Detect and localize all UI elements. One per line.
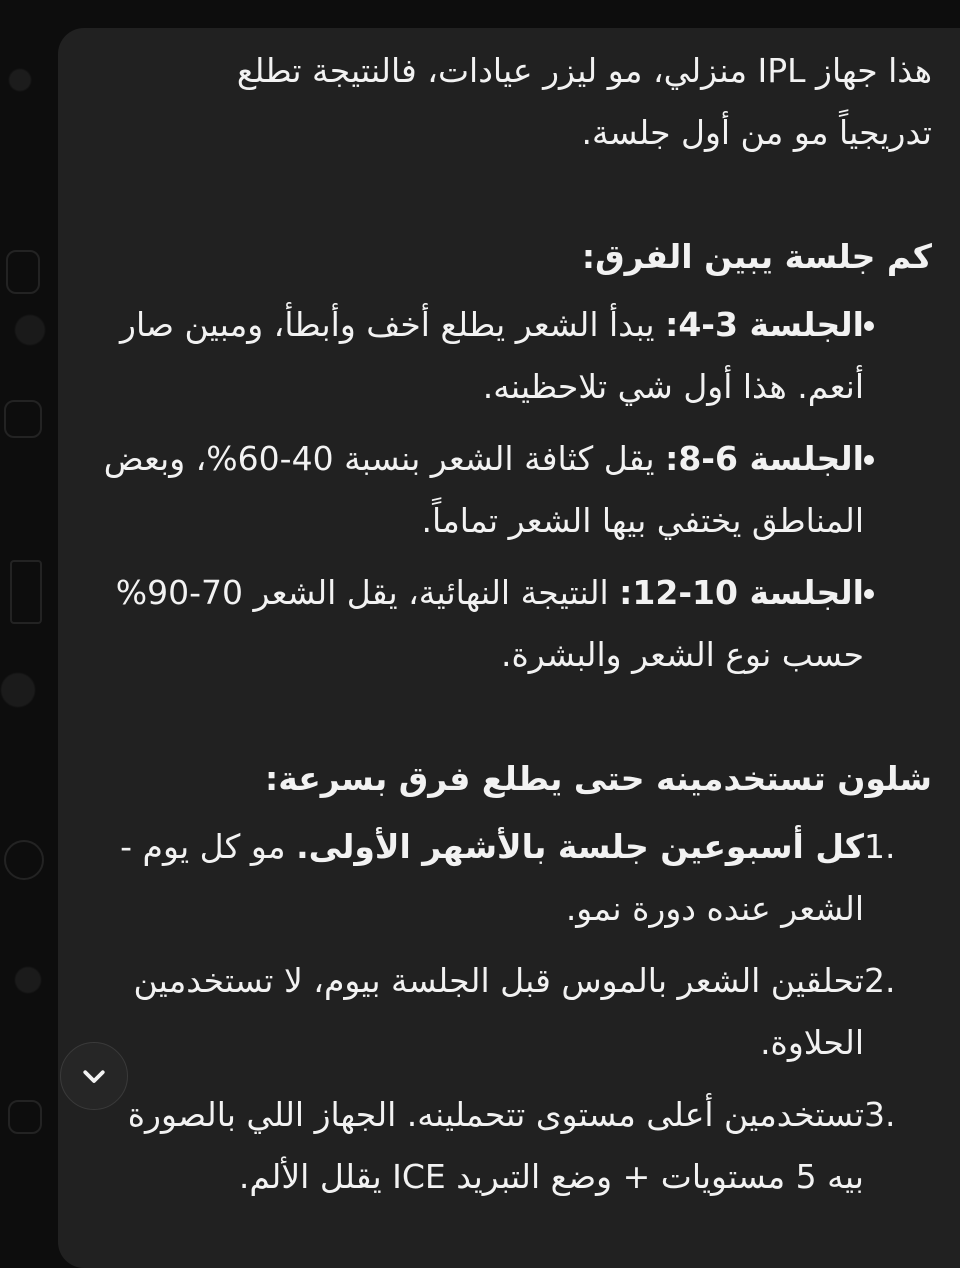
item-number: 2. [864, 961, 896, 1000]
intro-line [90, 40, 932, 102]
scroll-down-button[interactable] [60, 1042, 128, 1110]
wallpaper-doodle [8, 1100, 42, 1134]
spacer [90, 686, 932, 748]
bullet-dot [864, 455, 874, 465]
step-text: تستخدمين أعلى مستوى تتحملينه. الجهاز اللي بالصورة بيه 5 مستويات + وضع التبريد ICE يقلل الألم. [127, 1095, 864, 1196]
section-heading-usage: شلون تستخدمينه حتى يطلع فرق بسرعة: [265, 759, 932, 798]
bullet-item [90, 428, 932, 552]
step-label: كل أسبوعين جلسة بالأشهر الأولى. [296, 827, 864, 866]
numbered-item [90, 1084, 932, 1208]
bullet-text: النتيجة النهائية، يقل الشعر 70-90% حسب نوع الشعر والبشرة. [115, 573, 864, 674]
bullet-text: يبدأ الشعر يطلع أخف وأبطأ، ومبين صار أنعم. هذا أول شي تلاحظينه. [120, 305, 864, 406]
bullet-item [90, 294, 932, 418]
bullet-text: يقل كثافة الشعر بنسبة 40-60%، وبعض المناطق يختفي بيها الشعر تماماً. [103, 439, 864, 540]
intro-text: هذا جهاز IPL منزلي، مو ليزر عيادات، فالنتيجة تطلع [236, 51, 932, 90]
intro-line [90, 102, 932, 164]
chevron-down-icon [79, 1061, 109, 1091]
wallpaper-doodle [6, 250, 40, 294]
numbered-item [90, 950, 932, 1074]
wallpaper-doodle [4, 400, 42, 438]
step-text: تحلقين الشعر بالموس قبل الجلسة بيوم، لا تستخدمين الحلاوة. [133, 961, 864, 1062]
bullet-label: الجلسة 6-8: [665, 439, 864, 478]
bullet-dot [864, 589, 874, 599]
bullet-label: الجلسة 3-4: [665, 305, 864, 344]
bullet-item [90, 562, 932, 686]
wallpaper-doodle [4, 840, 44, 880]
intro-text: تدريجياً مو من أول جلسة. [581, 113, 932, 152]
step-text: مو كل يوم - الشعر عنده دورة نمو. [120, 827, 864, 928]
item-number: 1. [864, 827, 896, 866]
message-text [90, 40, 932, 1208]
bullet-label: الجلسة 10-12: [619, 573, 864, 612]
bullet-dot [864, 321, 874, 331]
item-number: 3. [864, 1095, 896, 1134]
wallpaper-doodle [10, 560, 42, 624]
spacer [90, 164, 932, 226]
section-heading-sessions: كم جلسة يبين الفرق: [581, 237, 932, 276]
numbered-item [90, 816, 932, 940]
